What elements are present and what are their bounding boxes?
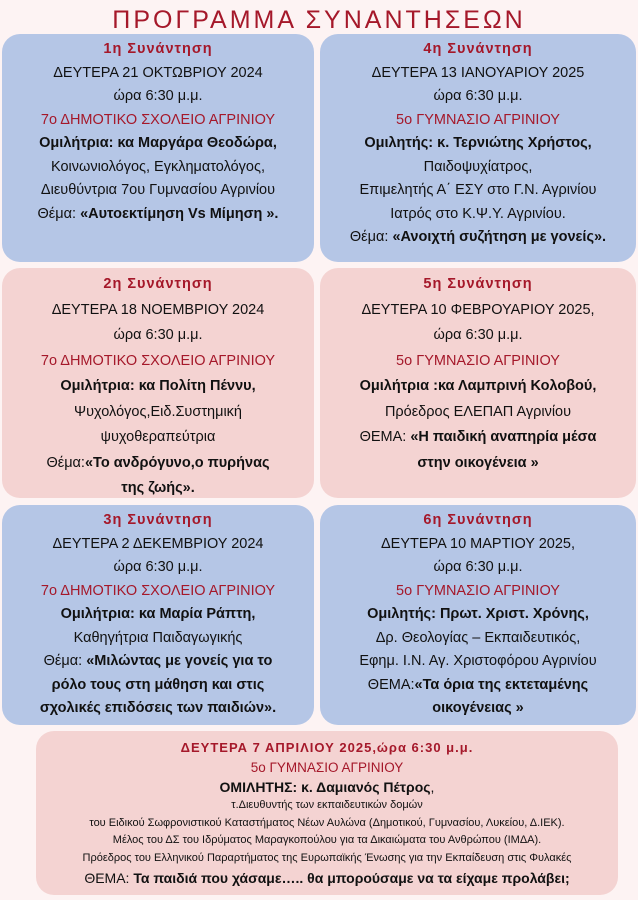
final-venue: 5ο ΓΥΜΝΑΣΙΟ ΑΓΡΙΝΙΟΥ bbox=[250, 760, 404, 775]
meeting-venue: 5ο ΓΥΜΝΑΣΙΟ ΑΓΡΙΝΙΟΥ bbox=[396, 352, 560, 369]
final-meeting-card bbox=[36, 731, 618, 895]
meeting-time: ώρα 6:30 μ.μ. bbox=[433, 88, 523, 104]
speaker-bio: του Ειδικού Σωφρονιστικού Καταστήματος Νέων Αυλώνα (Δημοτικού, Γυμνασίου, Λυκείου, Δ.ΙΕΚ). bbox=[89, 816, 565, 829]
speaker-role: ψυχοθεραπεύτρια bbox=[100, 429, 216, 445]
theme-text-cont: οικογένειας » bbox=[432, 700, 524, 716]
theme-label: Θέμα: bbox=[46, 454, 85, 471]
meeting-card-1 bbox=[2, 34, 314, 262]
theme-text-cont: στην οικογένεια » bbox=[417, 454, 539, 471]
meeting-venue: 5ο ΓΥΜΝΑΣΙΟ ΑΓΡΙΝΙΟΥ bbox=[396, 111, 560, 128]
speaker-role: Διευθύντρια 7ου Γυμνασίου Αγρινίου bbox=[40, 182, 276, 198]
theme-text-cont: ρόλο τους στη μάθηση και στις bbox=[51, 676, 265, 693]
theme-label: ΘΕΜΑ: bbox=[367, 676, 415, 693]
speaker-bio: τ.Διευθυντής των εκπαιδευτικών δομών bbox=[231, 799, 423, 811]
meeting-speaker: Ομιλητής: Πρωτ. Χριστ. Χρόνης, bbox=[367, 606, 589, 622]
theme-label: Θέμα: bbox=[43, 653, 87, 669]
meeting-heading: 2η Συνάντηση bbox=[103, 276, 213, 292]
speaker-comma: , bbox=[430, 779, 435, 795]
final-date-time: ΔΕΥΤΕΡΑ 7 ΑΠΡΙΛΙΟΥ 2025,ώρα 6:30 μ.μ. bbox=[180, 740, 474, 755]
final-speaker bbox=[36, 777, 618, 797]
speaker-role: Εφημ. Ι.Ν. Αγ. Χριστοφόρου Αγρινίου bbox=[359, 653, 597, 669]
speaker-role: Ιατρός στο Κ.Ψ.Υ. Αγρινίου. bbox=[390, 205, 566, 222]
meeting-venue: 7ο ΔΗΜΟΤΙΚΟ ΣΧΟΛΕΙΟ ΑΓΡΙΝΙΟΥ bbox=[40, 582, 276, 599]
meeting-theme bbox=[2, 203, 314, 227]
speaker-bio: Μέλος του ΔΣ του Ιδρύματος Μαραγκοπούλου για τα Δικαιώματα του Ανθρώπου (ΙΜΔΑ). bbox=[112, 834, 542, 846]
meeting-heading: 6η Συνάντηση bbox=[423, 512, 533, 528]
meeting-speaker: Ομιλητής: κ. Τερνιώτης Χρήστος, bbox=[364, 135, 592, 151]
meeting-theme bbox=[2, 650, 314, 674]
meeting-heading: 5η Συνάντηση bbox=[423, 276, 533, 292]
meeting-venue: 7ο ΔΗΜΟΤΙΚΟ ΣΧΟΛΕΙΟ ΑΓΡΙΝΙΟΥ bbox=[40, 352, 276, 369]
meeting-speaker: Ομιλήτρια: κα Μαργάρα Θεοδώρα, bbox=[39, 135, 277, 151]
meeting-venue: 7ο ΔΗΜΟΤΙΚΟ ΣΧΟΛΕΙΟ ΑΓΡΙΝΙΟΥ bbox=[40, 111, 276, 128]
theme-label: Θέμα: bbox=[349, 229, 393, 245]
speaker-bio: Πρόεδρος του Ελληνικού Παραρτήματος της Ευρωπαϊκής Ένωσης για την Εκπαίδευση στις Φυλακές bbox=[82, 851, 572, 864]
meeting-heading: 4η Συνάντηση bbox=[423, 41, 533, 57]
meeting-theme bbox=[2, 451, 314, 477]
meeting-date: ΔΕΥΤΕΡΑ 18 ΝΟΕΜΒΡΙΟΥ 2024 bbox=[51, 301, 265, 318]
final-theme bbox=[36, 867, 618, 889]
meeting-time: ώρα 6:30 μ.μ. bbox=[433, 327, 523, 343]
meeting-date: ΔΕΥΤΕΡΑ 10 ΦΕΒΡΟΥΑΡΙΟΥ 2025, bbox=[361, 301, 595, 318]
meeting-time: ώρα 6:30 μ.μ. bbox=[113, 327, 203, 343]
speaker-role: Παιδοψυχίατρος, bbox=[423, 158, 533, 175]
speaker-role: Δρ. Θεολογίας – Εκπαιδευτικός, bbox=[375, 629, 581, 646]
meeting-card-2 bbox=[2, 268, 314, 498]
meeting-heading: 3η Συνάντηση bbox=[103, 512, 213, 528]
theme-text: «Ανοιχτή συζήτηση με γονείς». bbox=[392, 229, 607, 245]
speaker-role: Ψυχολόγος,Ειδ.Συστημική bbox=[74, 403, 242, 420]
meeting-heading: 1η Συνάντηση bbox=[103, 41, 213, 57]
theme-text-cont: σχολικές επιδόσεις των παιδιών». bbox=[39, 700, 277, 716]
speaker-role: Καθηγήτρια Παιδαγωγικής bbox=[73, 629, 243, 646]
speaker-role: Κοινωνιολόγος, Εγκληματολόγος, bbox=[50, 158, 266, 175]
meeting-card-5 bbox=[320, 268, 636, 498]
page-title: ΠΡΟΓΡΑΜΜΑ ΣΥΝΑΝΤΗΣΕΩΝ bbox=[112, 6, 526, 34]
theme-text: «Μιλώντας με γονείς για το bbox=[86, 653, 273, 669]
meeting-date: ΔΕΥΤΕΡΑ 13 ΙΑΝΟΥΑΡΙΟΥ 2025 bbox=[371, 64, 585, 81]
theme-text: «Η παιδική αναπηρία μέσα bbox=[410, 429, 597, 445]
theme-label: ΘΕΜΑ: bbox=[359, 429, 411, 445]
theme-text: «Τα όρια της εκτεταμένης bbox=[414, 676, 589, 693]
theme-label: ΘΕΜΑ: bbox=[84, 870, 134, 886]
speaker-role: Πρόεδρος ΕΛΕΠΑΠ Αγρινίου bbox=[384, 403, 572, 420]
theme-text: «Αυτοεκτίμηση Vs Μίμηση ». bbox=[80, 205, 279, 222]
theme-text: «Το ανδρόγυνο,ο πυρήνας bbox=[84, 454, 270, 471]
speaker-label: ΟΜΙΛΗΤΗΣ: bbox=[219, 779, 302, 795]
meeting-speaker: Ομιλήτρια: κα Μαρία Ράπτη, bbox=[60, 606, 256, 622]
theme-text-cont: της ζωής». bbox=[121, 480, 195, 496]
theme-label: Θέμα: bbox=[37, 205, 81, 222]
meeting-speaker: Ομιλήτρια :κα Λαμπρινή Κολοβού, bbox=[359, 378, 597, 394]
meeting-theme bbox=[320, 425, 636, 451]
meeting-date: ΔΕΥΤΕΡΑ 10 ΜΑΡΤΙΟΥ 2025, bbox=[380, 535, 576, 552]
theme-text: Τα παιδιά που χάσαμε….. θα μπορούσαμε να τα είχαμε προλάβει; bbox=[133, 870, 570, 886]
speaker-role: Επιμελητής Α΄ ΕΣΥ στο Γ.Ν. Αγρινίου bbox=[359, 182, 597, 198]
meeting-card-6 bbox=[320, 505, 636, 725]
meeting-venue: 5ο ΓΥΜΝΑΣΙΟ ΑΓΡΙΝΙΟΥ bbox=[396, 582, 560, 599]
speaker-name: κ. Δαμιανός Πέτρος bbox=[301, 779, 431, 795]
meeting-time: ώρα 6:30 μ.μ. bbox=[113, 559, 203, 575]
meeting-theme bbox=[320, 226, 636, 250]
meeting-theme bbox=[320, 674, 636, 698]
meeting-time: ώρα 6:30 μ.μ. bbox=[433, 559, 523, 575]
meeting-card-3 bbox=[2, 505, 314, 725]
meeting-speaker: Ομιλήτρια: κα Πολίτη Πέννυ, bbox=[60, 378, 256, 394]
meeting-date: ΔΕΥΤΕΡΑ 21 ΟΚΤΩΒΡΙΟΥ 2024 bbox=[53, 64, 263, 81]
meeting-time: ώρα 6:30 μ.μ. bbox=[113, 88, 203, 104]
meeting-card-4 bbox=[320, 34, 636, 262]
meeting-date: ΔΕΥΤΕΡΑ 2 ΔΕΚΕΜΒΡΙΟΥ 2024 bbox=[52, 535, 264, 552]
